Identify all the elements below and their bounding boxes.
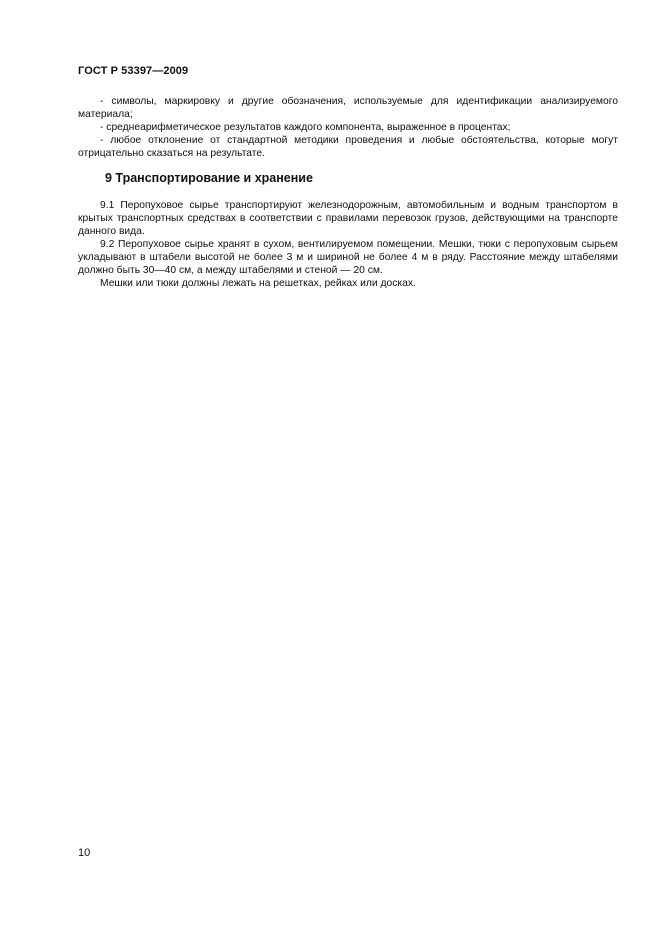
list-item: - символы, маркировку и другие обозначения, используемые для идентификации анализируемого материала; [78, 96, 618, 120]
paragraph-9-2: 9.2 Перопуховое сырье хранят в сухом, вентилируемом помещении. Мешки, тюки с перопуховым сырьем укладывают в штабели высотой не более 3 м и шириной не более 4 м в ряду. Расстояние между штабелями должно быть 30—40 см, а между штабелями и стеной — 20 см. [78, 239, 618, 276]
section-body [78, 199, 618, 290]
page-number: 10 [78, 847, 91, 859]
paragraph-storage-note: Мешки или тюки должны лежать на решетках, рейках или досках. [100, 278, 416, 289]
list-item: - любое отклонение от стандартной методики проведения и любые обстоятельства, которые могут отрицательно сказаться на результате. [78, 135, 618, 159]
document-code-header: ГОСТ Р 53397—2009 [78, 65, 189, 77]
results-list [78, 95, 618, 160]
list-item: - среднеарифметическое результатов каждого компонента, выраженное в процентах; [100, 122, 511, 133]
paragraph-9-1: 9.1 Перопуховое сырье транспортируют железнодорожным, автомобильным и водным транспортом в крытых транспортных средствах в соответствии с правилами перевозок грузов, действующими на транспорте данного вида. [78, 200, 618, 237]
section-title: 9 Транспортирование и хранение [105, 171, 313, 185]
